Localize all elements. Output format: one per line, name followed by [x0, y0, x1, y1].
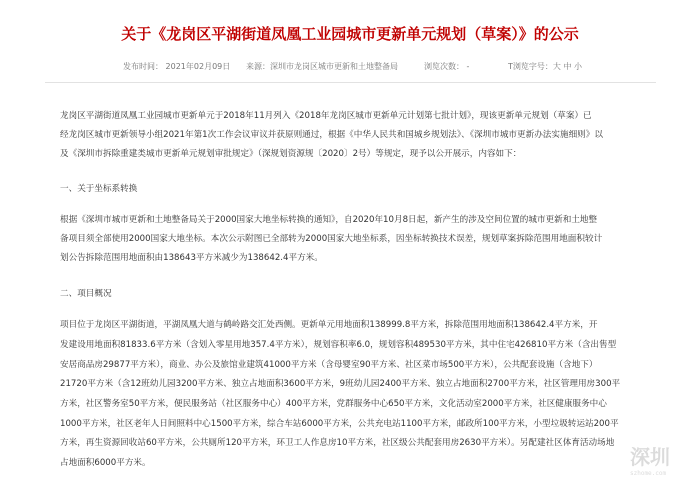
article-meta	[0, 60, 700, 74]
font-size-control	[508, 60, 582, 74]
font-size-medium-option[interactable]: 中	[563, 62, 572, 71]
article-title: 关于《龙岗区平湖街道凤凰工业园城市更新单元规划（草案）》的公示	[121, 25, 579, 43]
section-line: 根据《深圳市城市更新和土地整备局关于2000国家大地坐标转换的通知》，自2020年10月8日起，新产生的涉及空间位置的城市更新和土地整	[60, 215, 598, 225]
section-line: 安居商品房29877平方米），商业、办公及旅馆业建筑41000平方米（含母婴室90平方米、社区菜市场500平方米），公共配套设施（含地下）	[60, 360, 598, 370]
intro-line: 龙岗区平湖街道凤凰工业园城市更新单元于2018年11月列入《2018年龙岗区城市更新单元计划第七批计划》，现该更新单元规划（草案）已	[60, 111, 592, 121]
watermark-logo: 深圳	[630, 445, 670, 469]
watermark-url: szhome.com	[630, 470, 667, 477]
font-size-small-option[interactable]: 小	[573, 62, 582, 71]
section-line: 1000平方米，社区老年人日间照料中心1500平方米，综合车站6000平方米，公共充电站1100平方米，邮政所100平方米，小型垃圾转运站200平	[60, 419, 619, 429]
section-heading: 二、项目概况	[60, 289, 112, 299]
section-line: 项目位于龙岗区平湖街道，平湖凤凰大道与鹤岭路交汇处西侧。更新单元用地面积138999.8平方米，拆除范围用地面积138642.4平方米，开	[60, 320, 598, 330]
font-size-large-option[interactable]: 大	[552, 62, 561, 71]
source-info: 来源：深圳市龙岗区城市更新和土地整备局	[246, 62, 398, 71]
section-line: 备项目须全部使用2000国家大地坐标。本次公示附图已全部转为2000国家大地坐标系，因坐标转换技术误差，规划草案拆除范围用地面积较计	[60, 234, 603, 244]
publish-date: 发布时间： 2021年02月09日	[123, 62, 231, 71]
section-line: 划公告拆除范围用地面积由138643平方米减少为138642.4平方米。	[60, 253, 323, 263]
font-size-label: T浏览字号：	[508, 62, 553, 71]
view-count: 浏览次数： -	[424, 62, 470, 71]
section-heading: 一、关于坐标系转换	[60, 184, 138, 194]
section-line: 方米，再生资源回收站60平方米，公共厕所120平方米，环卫工人作息房10平方米，社区级公共配套用房2630平方米）。另配建社区体育活动场地	[60, 438, 615, 448]
header-divider	[45, 82, 656, 83]
section-line: 方米，社区警务室50平方米，便民服务站（社区服务中心）400平方米，党群服务中心650平方米，文化活动室2000平方米，社区健康服务中心	[60, 399, 607, 409]
section-line: 占地面积6000平方米。	[60, 458, 151, 468]
intro-line: 经龙岗区城市更新领导小组2021年第1次工作会议审议并获原则通过，根据《中华人民共和国城乡规划法》、《深圳市城市更新办法实施细则》以	[60, 130, 603, 140]
section-line: 21720平方米（含12班幼儿园3200平方米、独立占地面积3600平方米，9班幼儿园2400平方米、独立占地面积2700平方米，社区管理用房300平	[60, 379, 621, 389]
section-line: 发建设用地面积81833.6平方米（含划入零星用地357.4平方米），规划容积率6.0，规划容积489530平方米，其中住宅426810平方米（含出售型	[60, 340, 617, 350]
site-watermark	[630, 444, 696, 482]
intro-line: 及《深圳市拆除重建类城市更新单元规划审批规定》（深规划资源规〔2020〕2号）等规定，现予以公开展示，内容如下：	[60, 149, 522, 159]
